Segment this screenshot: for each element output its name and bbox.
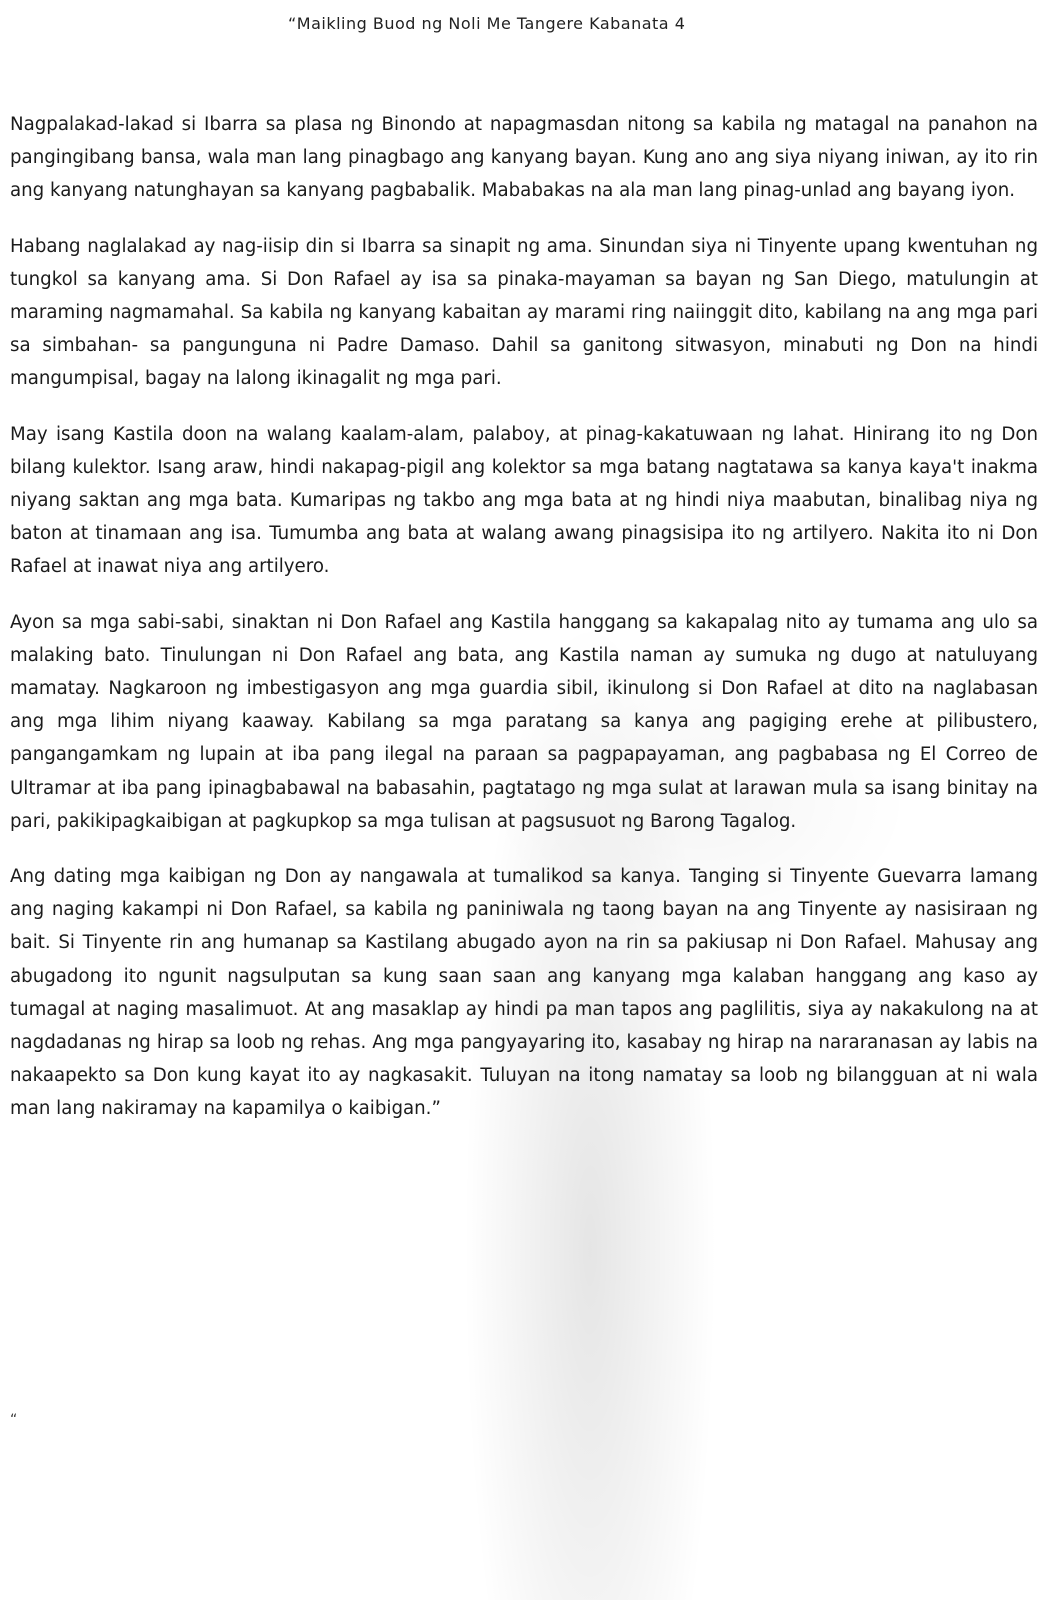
paragraph-2: Habang naglalakad ay nag-iisip din si Ibarra sa sinapit ng ama. Sinundan siya ni Tinyente upang kwentuhan ng tungkol sa kanyang ama. Si Don Rafael ay isa sa pinaka-mayaman sa bayan ng San Diego, matulungin at maraming nagmamahal. Sa kabila ng kanyang kabaitan ay marami ring naiinggit dito, kabilang na ang mga pari sa simbahan- sa pangunguna ni Padre Damaso. Dahil sa ganitong sitwasyon, minabuti ng Don na hindi mangumpisal, bagay na lalong ikinagalit ng mga pari.: [10, 235, 1038, 390]
document-title: “Maikling Buod ng Noli Me Tangere Kabanata 4: [288, 14, 686, 33]
paragraph-4: Ayon sa mga sabi-sabi, sinaktan ni Don Rafael ang Kastila hanggang sa kakapalag nito ay tumama ang ulo sa malaking bato. Tinulungan ni Don Rafael ang bata, ang Kastila naman ay sumuka ng dugo at natuluyang mamatay. Nagkaroon ng imbestigasyon ang mga guardia sibil, ikinulong si Don Rafael at dito na naglabasan ang mga lihim niyang kaaway. Kabilang sa mga paratang sa kanya ang pagiging erehe at pilibustero, pangangamkam ng lupain at iba pang ilegal na paraan sa pagpapayaman, ang pagbabasa ng El Correo de Ultramar at iba pang ipinagbabawal na babasahin, pagtatago ng mga sulat at larawan mula sa isang binitay na pari, pakikipagkaibigan at pagkupkop sa mga tulisan at pagsusuot ng Barong Tagalog.: [10, 611, 1038, 832]
paragraph-5: Ang dating mga kaibigan ng Don ay nangawala at tumalikod sa kanya. Tanging si Tinyente Guevarra lamang ang naging kakampi ni Don Rafael, sa kabila ng paniniwala ng taong bayan na ang Tinyente ay nasisiraan ng bait. Si Tinyente rin ang humanap sa Kastilang abugado ayon na rin sa pakiusap ni Don Rafael. Mahusay ang abugadong ito ngunit nagsulputan sa kung saan saan ang kanyang mga kalaban hanggang ang kaso ay tumagal at naging masalimuot. At ang masaklap ay hindi pa man tapos ang paglilitis, siya ay nakakulong na at nagdadanas ng hirap sa loob ng rehas. Ang mga pangyayaring ito, kasabay ng hirap na nararanasan ay labis na nakaapekto sa Don kung kayat ito ay nagkasakit. Tuluyan na itong namatay sa loob ng bilangguan at ni wala man lang nakiramay na kapamilya o kaibigan.”: [10, 866, 1038, 1120]
stray-quote-mark: “: [10, 1412, 18, 1428]
document-body: [10, 108, 1038, 1148]
paragraph-3: May isang Kastila doon na walang kaalam-alam, palaboy, at pinag-kakatuwaan ng lahat. Hinirang ito ng Don bilang kulektor. Isang araw, hindi nakapag-pigil ang kolektor sa mga batang nagtatawa sa kanya kaya't inakma niyang saktan ang mga bata. Kumaripas ng takbo ang mga bata at ng hindi niya maabutan, binalibag niya ng baton at tinamaan ang isa. Tumumba ang bata at walang awang pinagsisipa ito ng artilyero. Nakita ito ni Don Rafael at inawat niya ang artilyero.: [10, 423, 1038, 578]
paragraph-1: Nagpalakad-lakad si Ibarra sa plasa ng Binondo at napagmasdan nitong sa kabila ng matagal na panahon na pangingibang bansa, wala man lang pinagbago ang kanyang bayan. Kung ano ang siya niyang iniwan, ay ito rin ang kanyang natunghayan sa kanyang pagbabalik. Mababakas na ala man lang pinag-unlad ang bayang iyon.: [10, 114, 1038, 202]
